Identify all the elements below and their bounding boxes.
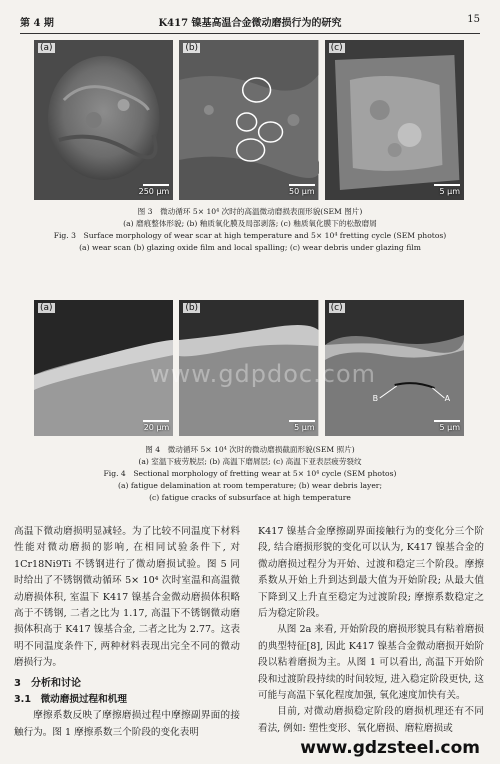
fig3-caption-cn: 图 3 微动循环 5× 10⁴ 次时的高温微动磨损表面形貌(SEM 图片) xyxy=(137,207,363,216)
issue-number: 第 4 期 xyxy=(20,18,54,29)
fig3a-label: (a) xyxy=(40,43,53,53)
fig4-caption-cn: 图 4 微动循环 5× 10⁴ 次时的微动磨损截面形貌(SEM 照片) xyxy=(145,445,355,454)
fig3b-label: (b) xyxy=(185,43,199,53)
page-number: 15 xyxy=(467,14,480,25)
fig4c-mark-b: B xyxy=(372,394,379,403)
body-column-left xyxy=(14,524,240,741)
fig3-panel-b xyxy=(179,40,318,200)
fig3c-scale-bar: 5 μm xyxy=(434,184,460,196)
fig4-subcaption-en-2: (c) fatigue cracks of subsurface at high temperature xyxy=(149,493,351,502)
fig4b-label: (b) xyxy=(185,303,199,313)
fig4c-mark-a: A xyxy=(444,394,451,403)
fig3-caption xyxy=(20,206,480,254)
right-paragraph-1: K417 镍基合金摩擦副界面接触行为的变化分三个阶段, 结合磨损形貌的变化可以认为, K417 镍基合金的微动磨损过程分为开始、过渡和稳定三个阶段。摩擦系数从开始上升到达到最大值为开始阶段; 从最大值下降到又上升直至稳定为过渡阶段; 摩擦系数稳定之后为稳定阶段。 xyxy=(258,526,484,620)
fig3a-scale-bar: 250 μm xyxy=(139,184,170,196)
fig4c-label: (c) xyxy=(330,303,343,313)
fig3b-scale-bar: 50 μm xyxy=(289,184,315,196)
article-title: K417 镍基高温合金微动磨损行为的研究 xyxy=(158,18,342,29)
running-header xyxy=(20,14,480,32)
fig3c-label: (c) xyxy=(330,43,343,53)
fig4b-scale-bar: 5 μm xyxy=(289,420,315,432)
left-paragraph-1: 高温下微动磨损明显减轻。为了比较不同温度下材料性能对微动磨损的影响, 在相同试验条件下, 对 1Cr18Ni9Ti 不锈钢进行了微动磨损试验。图 5 同时给出了不锈钢微动循环 5× 10⁴ 次时室温和高温微动磨损体积, 室温下 K417 镍基合金微动磨损体积略高于不锈钢, 二者之比为 1.17, 高温下不锈钢微动磨损体积高于 K417 镍基合金, 二者之比为 2.77。这表明不同温度条件下, 两种材料表现出完全不同的微动磨损行为。 xyxy=(14,526,240,669)
left-paragraph-2: 摩擦系数反映了摩擦磨损过程中摩擦副界面的接触行为。图 1 摩擦系数三个阶段的变化表明 xyxy=(14,710,240,738)
subsection-heading: 3.1 微动磨损过程和机理 xyxy=(14,694,127,706)
fig3-caption-en: Fig. 3 Surface morphology of wear scar at high temperature and 5× 10⁴ fretting cycle (SEM photos) xyxy=(53,231,447,240)
fig4-caption xyxy=(20,444,480,504)
right-paragraph-3: 目前, 对微动磨损稳定阶段的磨损机理还有不同看法, 例如: 塑性变形、氧化磨损、磨粒磨损或 xyxy=(258,706,484,734)
fig4a-scale-bar: 20 μm xyxy=(143,420,169,432)
footer-site-watermark: www.gdzsteel.com xyxy=(300,738,480,758)
fig4-subcaption-en-1: (a) fatigue delamination at room temperature; (b) wear debris layer; xyxy=(117,481,383,490)
fig3-panel-c xyxy=(325,40,464,200)
fig3a-sem-image xyxy=(34,40,173,200)
fig4-subcaption-cn: (a) 室温下疲劳脱层; (b) 高温下磨屑层; (c) 高温下亚表层疲劳裂纹 xyxy=(138,457,362,466)
watermark: www.gdpdoc.com xyxy=(150,360,377,388)
header-rule xyxy=(20,33,480,34)
figure-3 xyxy=(34,40,464,200)
right-paragraph-2: 从图 2a 来看, 开始阶段的磨损形貌具有粘着磨损的典型特征[8], 因此 K417 镍基合金微动磨损开始阶段以粘着磨损为主。从图 1 可以看出, 高温下开始阶段和过渡阶段持续的时间较短, 进入稳定阶段更快, 这可能与高温下氧化程度加强, 氧化速度加快有关。 xyxy=(258,624,484,702)
fig3c-sem-image xyxy=(325,40,464,200)
fig4a-label: (a) xyxy=(40,303,53,313)
body-column-right xyxy=(258,524,484,737)
fig3-panel-a xyxy=(34,40,173,200)
fig3b-sem-image xyxy=(179,40,318,200)
fig3-subcaption-en: (a) wear scan (b) glazing oxide film and local spalling; (c) wear debris under glazing film xyxy=(79,243,421,252)
fig3-subcaption-cn: (a) 磨痕整体形貌; (b) 釉质氧化膜及局部剥落; (c) 釉质氧化膜下的松散磨屑 xyxy=(123,219,377,228)
section-heading: 3 分析和讨论 xyxy=(14,677,81,689)
fig4c-scale-bar: 5 μm xyxy=(434,420,460,432)
fig4-caption-en: Fig. 4 Sectional morphology of fretting wear at 5× 10⁴ cycle (SEM photos) xyxy=(103,469,397,478)
